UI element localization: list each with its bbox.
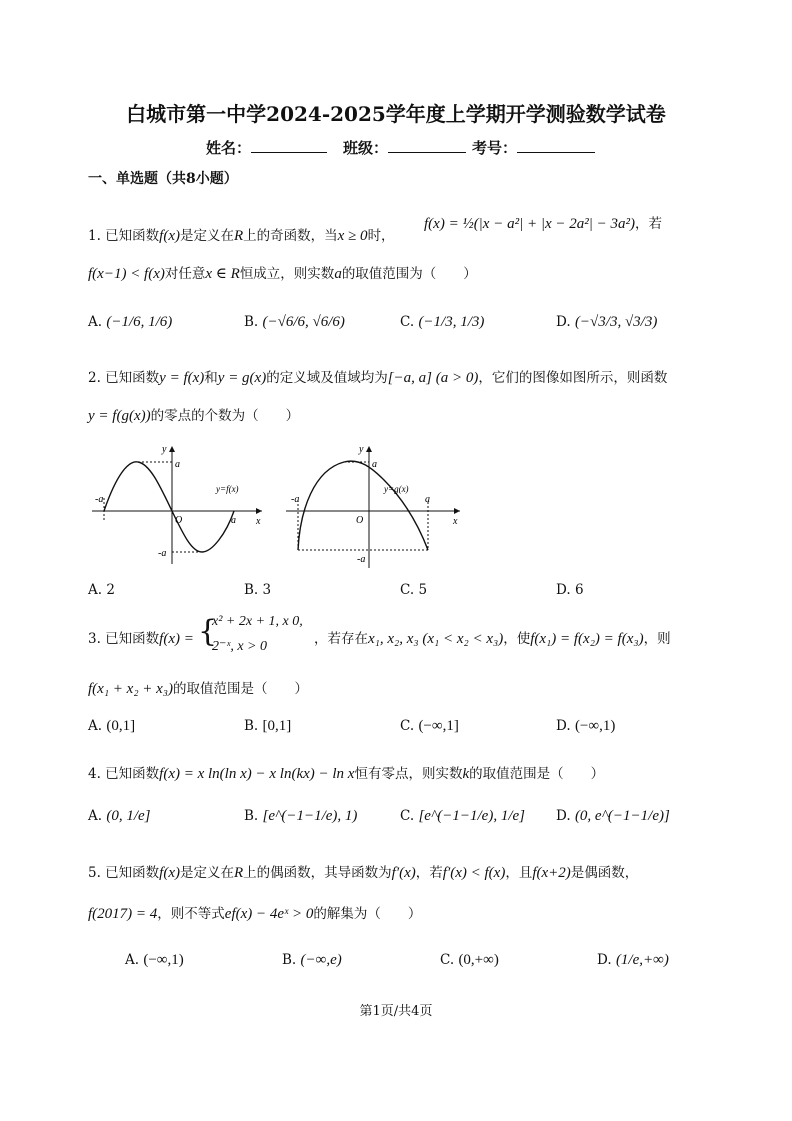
q3-option-a[interactable]: A. (0,1] bbox=[88, 718, 136, 734]
q3-line1-intro bbox=[88, 627, 194, 648]
q3-vars: x₁, x₂, x₃ (x₁ < x₂ < x₃) bbox=[368, 631, 504, 647]
q2-text: 的零点的个数为（ ） bbox=[150, 408, 300, 424]
q1-text: 时， bbox=[367, 228, 395, 244]
q4-option-c[interactable]: C. [e^(−1−1/e), 1/e] bbox=[400, 808, 525, 824]
q5-option-d[interactable]: D. (1/e,+∞) bbox=[597, 952, 669, 968]
q3-option-b[interactable]: B. [0,1] bbox=[244, 718, 292, 734]
q1-text: ，若 bbox=[634, 216, 662, 232]
q5-val: f(2017) = 4 bbox=[88, 906, 158, 922]
q5-text: 是偶函数， bbox=[570, 865, 639, 881]
graph-gx-a-bottom: -a bbox=[357, 554, 366, 565]
graph-fx-origin: O bbox=[175, 515, 183, 526]
q3-option-c[interactable]: C. (−∞,1] bbox=[400, 718, 459, 734]
graph-fx-pos-a: a bbox=[231, 515, 236, 526]
class-field bbox=[343, 137, 466, 158]
q3-line1-rest bbox=[314, 627, 671, 648]
q2-option-d[interactable]: D. 6 bbox=[556, 582, 584, 598]
graph-fx-label: y=f(x) bbox=[216, 484, 239, 494]
q1-ineq: f(x−1) < f(x) bbox=[88, 266, 165, 282]
id-field bbox=[472, 137, 595, 158]
page-title: 白城市第一中学2024-2025学年度上学期开学测验数学试卷 bbox=[126, 102, 666, 126]
q4-option-d[interactable]: D. (0, e^(−1−1/e)] bbox=[556, 808, 670, 824]
q2-text: 和 bbox=[204, 370, 218, 386]
q5-fx2: f(x+2) bbox=[532, 865, 571, 881]
q5-fx: f(x) bbox=[159, 865, 180, 881]
q2-line1 bbox=[88, 366, 667, 387]
q2-option-c[interactable]: C. 5 bbox=[400, 582, 428, 598]
q2-option-b[interactable]: B. 3 bbox=[244, 582, 272, 598]
graph-fx-y-arrow-icon bbox=[169, 446, 175, 452]
name-blank[interactable] bbox=[251, 138, 327, 153]
q1-text: 恒成立，则实数 bbox=[239, 266, 335, 282]
graph-gx-curve bbox=[298, 461, 428, 550]
graph-gx-y-arrow-icon bbox=[366, 446, 372, 452]
q1-option-b[interactable]: B. (−√6/6, √6/6) bbox=[244, 314, 345, 330]
graph-gx-a-top: a bbox=[372, 459, 377, 470]
q4-formula: f(x) = x ln(ln x) − x ln(kx) − ln x bbox=[159, 766, 355, 782]
q5-option-a[interactable]: A. (−∞,1) bbox=[125, 952, 184, 968]
q5-fpx: f′(x) bbox=[391, 865, 416, 881]
q3-text: ，使 bbox=[503, 631, 531, 647]
name-label: 姓名： bbox=[206, 139, 252, 157]
q4-text: 的取值范围是（ ） bbox=[469, 766, 605, 782]
class-label: 班级： bbox=[343, 139, 389, 157]
q1-option-c[interactable]: C. (−1/3, 1/3) bbox=[400, 314, 485, 330]
graph-fx bbox=[88, 440, 268, 570]
q1-a: a bbox=[334, 266, 342, 282]
q5-option-c[interactable]: C. (0,+∞) bbox=[440, 952, 499, 968]
q4-text: 恒有零点，则实数 bbox=[354, 766, 463, 782]
q5-line2 bbox=[88, 902, 421, 923]
graph-fx-curve bbox=[104, 462, 234, 552]
q1-text: 1. 已知函数 bbox=[88, 228, 160, 244]
q5-text: 是定义在 bbox=[180, 865, 234, 881]
q1-formula bbox=[424, 212, 662, 233]
q4-option-b[interactable]: B. [e^(−1−1/e), 1) bbox=[244, 808, 358, 824]
q5-text: 的解集为（ ） bbox=[313, 906, 422, 922]
graph-gx-y-label: y bbox=[359, 444, 364, 455]
q2-yfx: y = f(x) bbox=[159, 370, 205, 386]
q3-text: 3. 已知函数 bbox=[88, 631, 160, 647]
id-label: 考号： bbox=[472, 139, 518, 157]
graph-fx-neg-a: -a bbox=[95, 494, 104, 505]
graph-gx-origin: O bbox=[356, 515, 364, 526]
q3-fdef: f(x) = bbox=[159, 631, 194, 647]
q1-formula-text: f(x) = ½(|x − a²| + |x − 2a²| − 3a²) bbox=[424, 216, 635, 232]
q1-option-a[interactable]: A. (−1/6, 1/6) bbox=[88, 314, 173, 330]
q2-yfgx: y = f(g(x)) bbox=[88, 408, 151, 424]
graph-fx-x-arrow-icon bbox=[256, 508, 262, 514]
q5-ineq2: ef(x) − 4eˣ > 0 bbox=[224, 906, 314, 922]
q5-line1 bbox=[88, 861, 638, 882]
graph-fx-a-bottom: -a bbox=[158, 548, 167, 559]
q1-R: R bbox=[234, 228, 244, 244]
q4-text: 4. 已知函数 bbox=[88, 766, 160, 782]
q1-fx: f(x) bbox=[159, 228, 180, 244]
class-blank[interactable] bbox=[388, 138, 466, 153]
q2-interval: [−a, a] (a > 0) bbox=[387, 370, 479, 386]
q2-text: ，它们的图像如图所示，则函数 bbox=[478, 370, 668, 386]
q1-text: 的取值范围为（ ） bbox=[341, 266, 477, 282]
q4-line1 bbox=[88, 762, 604, 783]
q1-cond: x ≥ 0 bbox=[337, 228, 368, 244]
graph-gx-label: y=g(x) bbox=[384, 484, 409, 494]
graph-gx-x-arrow-icon bbox=[454, 508, 460, 514]
q4-option-a[interactable]: A. (0, 1/e] bbox=[88, 808, 151, 824]
q3-eq: f(x₁) = f(x₂) = f(x₃) bbox=[530, 631, 644, 647]
q3-case2: 2⁻ˣ, x > 0 bbox=[212, 639, 268, 654]
q3-text: ，若存在 bbox=[314, 631, 368, 647]
q5-text: ，且 bbox=[505, 865, 533, 881]
q2-text: 的定义域及值域均为 bbox=[266, 370, 388, 386]
q3-text: ，则 bbox=[643, 631, 671, 647]
graph-fx-y-label: y bbox=[162, 444, 167, 455]
section-heading: 一、单选题（共8小题） bbox=[88, 171, 238, 187]
q5-text: ，若 bbox=[415, 865, 443, 881]
q5-R: R bbox=[234, 865, 244, 881]
q3-line2 bbox=[88, 677, 308, 698]
q3-text: 的取值范围是（ ） bbox=[173, 681, 309, 697]
q2-text: 2. 已知函数 bbox=[88, 370, 160, 386]
q1-text: 是定义在 bbox=[180, 228, 234, 244]
q5-option-b[interactable]: B. (−∞,e) bbox=[282, 952, 342, 968]
id-blank[interactable] bbox=[517, 138, 595, 153]
q1-text: 上的奇函数，当 bbox=[243, 228, 338, 244]
graph-fx-x-label: x bbox=[256, 516, 261, 527]
q3-brace: { bbox=[198, 614, 218, 649]
q5-text: ，则不等式 bbox=[157, 906, 225, 922]
q2-ygx: y = g(x) bbox=[217, 370, 267, 386]
q1-xinR: x ∈ R bbox=[205, 266, 240, 282]
graph-gx-pos-a: a bbox=[425, 494, 430, 505]
q5-text: 5. 已知函数 bbox=[88, 865, 160, 881]
q1-line1a bbox=[88, 224, 395, 245]
q2-line2 bbox=[88, 404, 299, 425]
q3-case1: x² + 2x + 1, x 0, bbox=[212, 614, 303, 629]
q4-k: k bbox=[462, 766, 470, 782]
graph-gx-neg-a: -a bbox=[291, 494, 300, 505]
q5-text: 上的偶函数，其导函数为 bbox=[243, 865, 392, 881]
q2-option-a[interactable]: A. 2 bbox=[88, 582, 115, 598]
q3-option-d[interactable]: D. (−∞,1) bbox=[556, 718, 616, 734]
graph-gx-x-label: x bbox=[453, 516, 458, 527]
graph-fx-a-top: a bbox=[175, 459, 180, 470]
q1-line2 bbox=[88, 262, 477, 283]
graph-gx bbox=[280, 440, 465, 575]
q1-text: 对任意 bbox=[164, 266, 206, 282]
q5-ineq: f′(x) < f(x) bbox=[442, 865, 506, 881]
q1-option-d[interactable]: D. (−√3/3, √3/3) bbox=[556, 314, 658, 330]
q3-expr: f(x₁ + x₂ + x₃) bbox=[88, 681, 174, 697]
name-field bbox=[206, 137, 327, 158]
page-footer: 第1页/共4页 bbox=[359, 1004, 433, 1019]
